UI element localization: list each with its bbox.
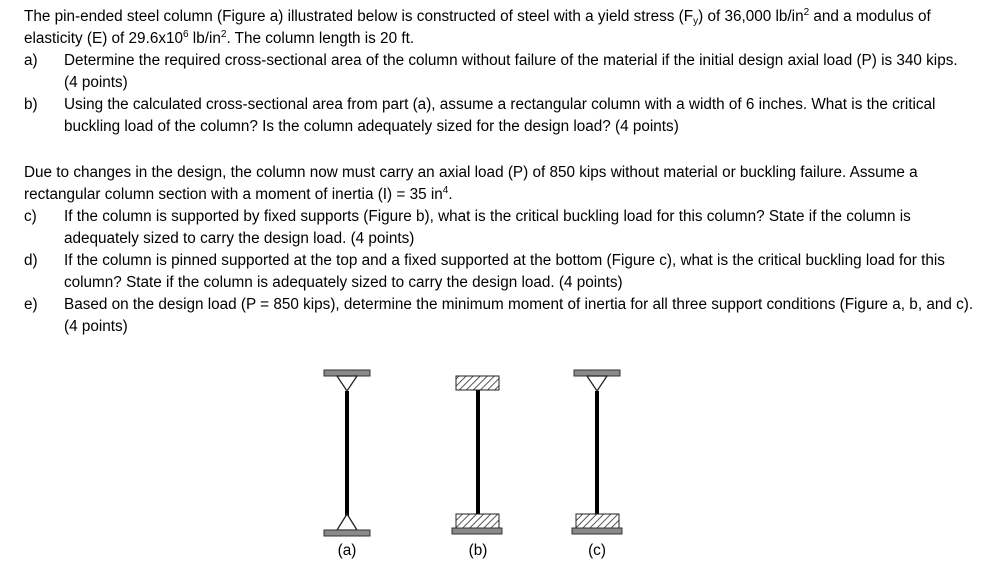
- top-support-plate: [574, 370, 620, 376]
- top-fixed-support-icon: [456, 376, 499, 390]
- bottom-fixed-support-icon: [456, 514, 499, 528]
- question-label: d): [24, 252, 38, 269]
- question-text: If the column is supported by fixed supports (Figure b), what is the critical buckling load for this column? State if the column is adequately sized to carry the design load. (4 points): [64, 208, 911, 247]
- bottom-pin-icon: [337, 514, 357, 530]
- question-label: b): [24, 96, 38, 113]
- figure-a-pinned-column: [324, 370, 370, 536]
- design-change-intro: Due to changes in the design, the column now must carry an axial load (P) of 850 kips without material or buckling failure. Assume a rectangular column section with a moment of inertia (I) = 35 $in^4$. c) If the column is supported by fixed supports (Figure b), what is the critical buckling load for this column? State if the column is adequately sized to carry the design load. (4 points) d) If the column is pinned supported at the top and a fixed supported at the bottom (Figure c), what is the critical buckling load for this column? State if the column is adequately sized to carry the design load. (4 points) e) Based on the design load (P = 850 kips), determine the minimum moment of inertia for all three support conditions (Figure a, b, and c). (4 points): [24, 162, 974, 338]
- top-support-plate: [324, 370, 370, 376]
- question-text: Using the calculated cross-sectional area from part (a), assume a rectangular column with a width of 6 inches. What is the critical buckling load of the column? Is the column adequately sized for the design load? (4 points): [64, 96, 936, 135]
- question-text: Determine the required cross-sectional area of the column without failure of the material if the initial design axial load (P) is 340 kips. (4 points): [64, 52, 958, 91]
- problem-intro: The pin-ended steel column (Figure a) illustrated below is constructed of steel with a yield stress $(F_y)$ of 36,000 $lb/in^2$ and a modulus of elasticity (E) of $29.6x10^6$ $lb/in^2$. The column length is 20 ft. a) Determine the required cross-sectional area of the column without failure of the material if the initial design axial load (P) is 340 kips. (4 points) b) Using the calculated cross-sectional area from part (a), assume a rectangular column with a width of 6 inches. What is the critical buckling load of the column? Is the column adequately sized for the design load? (4 points): [24, 6, 974, 138]
- figure-c-pinned-fixed-column: [572, 370, 622, 534]
- figure-c-caption: (c): [588, 542, 606, 559]
- column-member: [345, 391, 349, 516]
- column-member: [476, 390, 480, 514]
- question-label: e): [24, 296, 38, 313]
- bottom-support-plate: [324, 530, 370, 536]
- top-pin-icon: [337, 376, 357, 391]
- question-label: c): [24, 208, 37, 225]
- question-label: a): [24, 52, 38, 69]
- figure-b-fixed-column: [452, 376, 502, 534]
- question-text: If the column is pinned supported at the top and a fixed supported at the bottom (Figure c), what is the critical buckling load for this column? State if the column is adequately sized to carry the design load. (4 points): [64, 252, 945, 291]
- figure-b-caption: (b): [468, 542, 488, 559]
- question-text: Based on the design load (P = 850 kips), determine the minimum moment of inertia for all three support conditions (Figure a, b, and c). (4 points): [64, 296, 974, 335]
- figure-a-caption: (a): [337, 542, 357, 559]
- top-pin-icon: [587, 376, 607, 391]
- bottom-fixed-support-icon: [576, 514, 619, 528]
- bottom-support-plate: [572, 528, 622, 534]
- bottom-support-plate: [452, 528, 502, 534]
- column-member: [595, 391, 599, 514]
